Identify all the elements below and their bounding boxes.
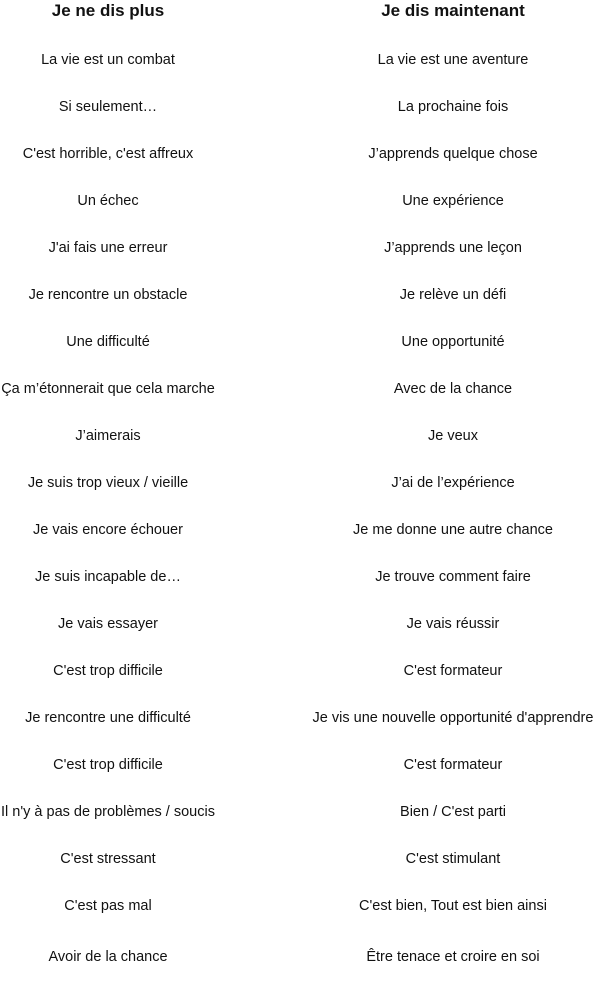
table-body (0, 47, 600, 992)
phrase-after: Une expérience (402, 193, 504, 209)
phrase-before: J’aimerais (75, 428, 141, 444)
phrase-after: C'est formateur (403, 757, 503, 773)
table-row (0, 752, 600, 799)
table-row (0, 94, 600, 141)
table-row (0, 329, 600, 376)
phrase-before: Si seulement… (58, 99, 158, 115)
table-row (0, 235, 600, 282)
phrase-before: Un échec (77, 193, 139, 209)
column-header-before: Je ne dis plus (51, 1, 165, 20)
table-row (0, 611, 600, 658)
phrase-before: Ça m’étonnerait que cela marche (1, 381, 215, 397)
phrase-before: Je suis incapable de… (35, 569, 181, 585)
table-row (0, 141, 600, 188)
phrase-before: La vie est un combat (41, 52, 175, 68)
table-row (0, 517, 600, 564)
phrase-after: C'est formateur (403, 663, 503, 679)
phrase-after: Une opportunité (401, 334, 505, 350)
phrase-after: J’apprends quelque chose (368, 146, 538, 162)
phrase-after: J’apprends une leçon (384, 240, 522, 256)
phrase-before: C'est pas mal (64, 898, 152, 914)
table-row (0, 376, 600, 423)
phrase-before: Je rencontre une difficulté (25, 710, 191, 726)
table-row (0, 564, 600, 611)
phrase-before: C'est stressant (60, 851, 156, 867)
phrase-after: Bien / C'est parti (400, 804, 506, 820)
phrase-after: Je relève un défi (399, 287, 507, 303)
phrase-before: Je vais essayer (58, 616, 158, 632)
phrase-after: Je trouve comment faire (375, 569, 531, 585)
phrase-before: Il n'y à pas de problèmes / soucis (1, 804, 215, 820)
phrase-after: Je veux (428, 428, 478, 444)
phrase-before: Avoir de la chance (48, 949, 168, 965)
table-row (0, 705, 600, 752)
table-row (0, 423, 600, 470)
phrase-after: J’ai de l’expérience (391, 475, 515, 491)
phrase-before: C'est trop difficile (53, 757, 163, 773)
phrase-before: Une difficulté (66, 334, 150, 350)
phrase-after: Je me donne une autre chance (353, 522, 553, 538)
table-row (0, 893, 600, 940)
table-row (0, 940, 600, 992)
phrase-after: Être tenace et croire en soi (366, 949, 540, 965)
table-row (0, 282, 600, 329)
phrase-after: Je vis une nouvelle opportunité d'apprendre (312, 710, 594, 726)
phrase-after: Je vais réussir (406, 616, 500, 632)
phrase-before: Je vais encore échouer (33, 522, 183, 538)
phrase-after: La vie est une aventure (377, 52, 529, 68)
table-row (0, 188, 600, 235)
phrase-before: C'est trop difficile (53, 663, 163, 679)
phrase-after: La prochaine fois (397, 99, 509, 115)
table-row (0, 658, 600, 705)
phrase-after: C'est bien, Tout est bien ainsi (359, 898, 547, 914)
column-header-after: Je dis maintenant (381, 1, 525, 20)
phrase-before: Je rencontre un obstacle (28, 287, 188, 303)
table-row (0, 846, 600, 893)
phrase-after: C'est stimulant (405, 851, 501, 867)
phrase-before: Je suis trop vieux / vieille (27, 475, 189, 491)
phrase-after: Avec de la chance (393, 381, 513, 397)
table-row (0, 799, 600, 846)
table-row (0, 47, 600, 94)
table-header (0, 0, 600, 24)
table-row (0, 470, 600, 517)
phrase-before: J'ai fais une erreur (48, 240, 168, 256)
phrase-before: C'est horrible, c'est affreux (22, 146, 194, 162)
